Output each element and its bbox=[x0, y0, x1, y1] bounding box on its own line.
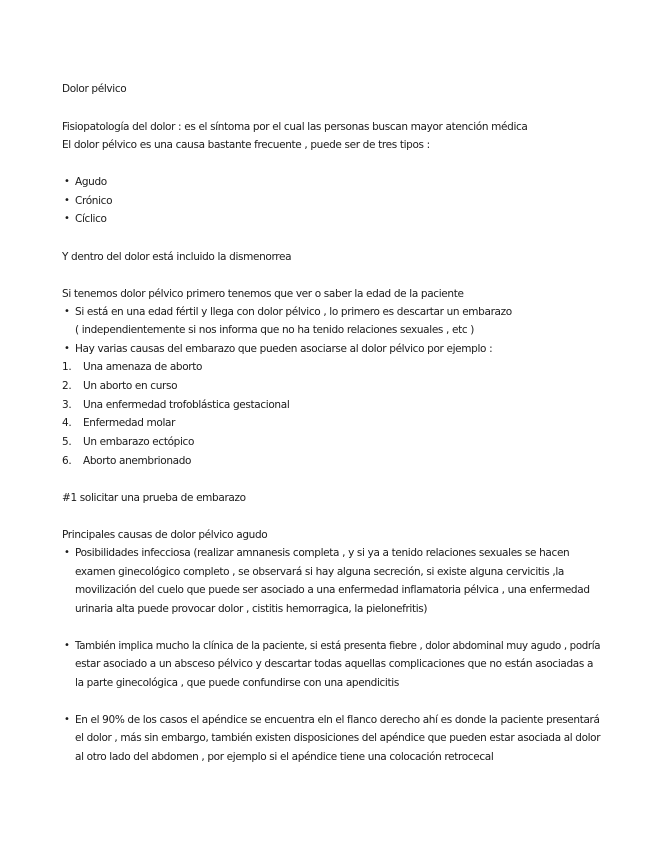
section2-heading: Si tenemos dolor pélvico primero tenemos que ver o saber la edad de la paciente bbox=[62, 288, 464, 300]
list-number: 1. bbox=[62, 361, 72, 373]
paragraph2-line1: También implica mucho la clínica de la paciente, si está presenta fiebre , dolor abdominal muy agudo , podría bbox=[75, 640, 601, 652]
paragraph2-line2: estar asociado a un absceso pélvico y descartar todas aquellas complicaciones que no están asociadas a bbox=[75, 658, 594, 670]
paragraph3-line1: En el 90% de los casos el apéndice se encuentra eln el flanco derecho ahí es donde la paciente presentará bbox=[75, 714, 600, 726]
bullet-marker: • bbox=[64, 714, 70, 725]
paragraph1-line2: examen ginecológico completo , se observará si hay alguna secreción, si existe alguna cervicitis ,la bbox=[75, 566, 564, 578]
pregnancy-test-line: #1 solicitar una prueba de embarazo bbox=[62, 492, 246, 504]
document-title: Dolor pélvico bbox=[62, 83, 127, 95]
list-number: 5. bbox=[62, 436, 72, 448]
list-number: 6. bbox=[62, 455, 72, 467]
dismenorrea-line: Y dentro del dolor está incluido la dismenorrea bbox=[62, 251, 292, 263]
cause-item-4: Enfermedad molar bbox=[83, 417, 176, 429]
list-number: 3. bbox=[62, 399, 72, 411]
paragraph2-line3: la parte ginecológica , que puede confundirse con una apendicitis bbox=[75, 677, 399, 689]
intro-line-1: Fisiopatología del dolor : es el síntoma por el cual las personas buscan mayor atención médica bbox=[62, 121, 528, 133]
paragraph3-line3: al otro lado del abdomen , por ejemplo si el apéndice tiene una colocación retrocecal bbox=[75, 751, 494, 763]
type-item-2: Crónico bbox=[75, 195, 113, 207]
section3-heading: Principales causas de dolor pélvico agudo bbox=[62, 529, 268, 541]
type-item-1: Agudo bbox=[75, 176, 107, 188]
bullet-marker: • bbox=[64, 547, 70, 558]
paragraph1-line4: urinaria alta puede provocar dolor , cistitis hemorragica, la pielonefritis) bbox=[75, 603, 428, 615]
bullet-marker: • bbox=[64, 213, 70, 224]
cause-item-3: Una enfermedad trofoblástica gestacional bbox=[83, 399, 290, 411]
type-item-3: Cíclico bbox=[75, 213, 107, 225]
cause-item-5: Un embarazo ectópico bbox=[83, 436, 195, 448]
cause-item-1: Una amenaza de aborto bbox=[83, 361, 203, 373]
bullet-marker: • bbox=[64, 640, 70, 651]
list-number: 2. bbox=[62, 380, 72, 392]
cause-item-6: Aborto anembrionado bbox=[83, 455, 192, 467]
section2-bullet1-line2: ( independientemente si nos informa que no ha tenido relaciones sexuales , etc ) bbox=[75, 324, 475, 336]
paragraph1-line1: Posibilidades infecciosa (realizar amnanesis completa , y si ya a tenido relaciones sexuales se hacen bbox=[75, 547, 570, 559]
list-number: 4. bbox=[62, 417, 72, 429]
intro-line-2: El dolor pélvico es una causa bastante frecuente , puede ser de tres tipos : bbox=[62, 139, 430, 151]
paragraph1-line3: movilización del cuelo que puede ser asociado a una enfermedad inflamatoria pélvica , una enfermedad bbox=[75, 584, 590, 596]
section2-bullet2: Hay varias causas del embarazo que pueden asociarse al dolor pélvico por ejemplo : bbox=[75, 343, 493, 355]
bullet-marker: • bbox=[64, 306, 70, 317]
bullet-marker: • bbox=[64, 195, 70, 206]
paragraph3-line2: el dolor , más sin embargo, también existen disposiciones del apéndice que pueden estar asociada al dolor bbox=[75, 732, 601, 744]
section2-bullet1-line1: Si está en una edad fértil y llega con dolor pélvico , lo primero es descartar un embarazo bbox=[75, 306, 512, 318]
bullet-marker: • bbox=[64, 176, 70, 187]
cause-item-2: Un aborto en curso bbox=[83, 380, 178, 392]
bullet-marker: • bbox=[64, 343, 70, 354]
